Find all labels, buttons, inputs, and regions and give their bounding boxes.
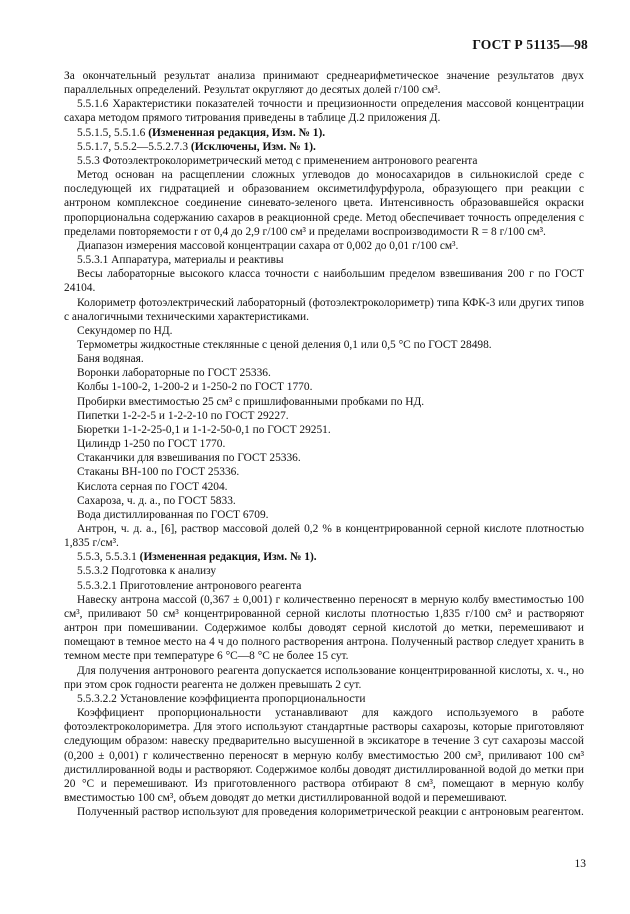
paragraph: За окончательный результат анализа принимают среднеарифметическое значение результатов двух параллельных определений. Результат округляют до десятых долей г/100 см³.: [64, 70, 584, 97]
document-body: [64, 69, 584, 819]
list-item: Колориметр фотоэлектрический лабораторный (фотоэлектроколориметр) типа КФК-3 или других типов с аналогичными техническими характеристиками.: [64, 296, 584, 323]
paragraph: Коэффициент пропорциональности устанавливают для каждого используемого в работе фотоэлектроколориметра. Для этого используют стандартные растворы сахарозы, которые приготовляют следующим образом: навеску предварительно высушенной в эксикаторе в течение 3 сут сахарозы массой (0,200 ± 0,001) г количественно переносят в мерную колбу вместимостью 200 см³, приливают 100 см³ дистиллированной воды и растворяют. Содержимое колбы доводят дистиллированной водой до метки при 20 °С и перемешивают. Из приготовленного раствора отбирают 8 см³, помещают в мерную колбу вместимостью 100 см³, объем доводят до метки дистиллированной водой и перемешивают.: [64, 707, 584, 804]
list-item: Термометры жидкостные стеклянные с ценой деления 0,1 или 0,5 °С по ГОСТ 28498.: [77, 338, 492, 351]
page-number: 13: [574, 858, 586, 870]
section-heading: 5.5.3.2.1 Приготовление антронового реагента: [77, 579, 302, 592]
section-heading: 5.5.3 Фотоэлектроколориметрический метод с применением антронового реагента: [77, 154, 478, 167]
list-item: Пробирки вместимостью 25 см³ с пришлифованными пробками по НД.: [77, 395, 425, 408]
section-heading: 5.5.3.1 Аппаратура, материалы и реактивы: [77, 254, 284, 267]
paragraph: Диапазон измерения массовой концентрации сахара от 0,002 до 0,01 г/100 см³.: [77, 239, 459, 252]
list-item: Секундомер по НД.: [77, 324, 173, 337]
list-item: Бюретки 1-1-2-25-0,1 и 1-1-2-50-0,1 по ГОСТ 29251.: [77, 423, 331, 436]
paragraph: Метод основан на расщеплении сложных углеводов до моносахаридов в сильнокислой среде с последующей их гидратацией и образованием оксиметилфурфурола, образующего при реакции с антроном комплексное соединение синевато-зеленого цвета. Интенсивность образовавшейся окраски пропорциональна содержанию сахаров в реакционной среде. Метод обеспечивает точность определения с пределами повторяемости r от 0,4 до 2,9 г/100 см³ и пределами воспроизводимости R = 8 г/100 см³.: [64, 169, 584, 238]
section-heading: 5.5.3.2 Подготовка к анализу: [77, 565, 217, 578]
paragraph: 5.5.1.6 Характеристики показателей точности и прецизионности определения массовой концентрации сахара методом прямого титрования приведены в таблице Д.2 приложения Д.: [64, 98, 584, 125]
paragraph: Навеску антрона массой (0,367 ± 0,001) г количественно переносят в мерную колбу вместимостью 100 см³, приливают 50 см³ концентрированной серной кислоты плотностью 1,835 г/100 см³ и растворяют антрон при помешивании. Содержимое колбы доводят серной кислотой до метки, перемешивают и помещают в темное место на 4 ч до полного растворения антрона. Полученный раствор следует хранить в темном месте при температуре 6 °С—8 °С не более 15 сут.: [64, 593, 584, 663]
list-item: Воронки лабораторные по ГОСТ 25336.: [77, 367, 271, 380]
paragraph: Для получения антронового реагента допускается использование концентрированной кислоты, х. ч., но при этом срок годности реагента не должен превышать 2 сут.: [64, 664, 584, 691]
list-item: Антрон, ч. д. а., [6], раствор массовой долей 0,2 % в концентрированной серной кислоте плотностью 1,835 г/см³.: [64, 523, 584, 550]
paragraph: Полученный раствор используют для проведения колориметрической реакции с антроновым реагентом.: [77, 806, 584, 819]
list-item: Стаканчики для взвешивания по ГОСТ 25336.: [77, 452, 301, 465]
list-item: Весы лабораторные высокого класса точности с наибольшим пределом взвешивания 200 г по ГОСТ 24104.: [64, 268, 584, 295]
list-item: Вода дистиллированная по ГОСТ 6709.: [77, 508, 269, 521]
document-header: ГОСТ Р 51135—98: [472, 37, 588, 52]
list-item: Стаканы ВН-100 по ГОСТ 25336.: [77, 466, 240, 479]
list-item: Сахароза, ч. д. а., по ГОСТ 5833.: [77, 494, 236, 507]
paragraph: 5.5.1.7, 5.5.2—5.5.2.7.3 (Исключены, Изм. № 1).: [77, 140, 316, 153]
list-item: Колбы 1-100-2, 1-200-2 и 1-250-2 по ГОСТ 1770.: [77, 381, 313, 394]
list-item: Баня водяная.: [77, 353, 144, 366]
list-item: Цилиндр 1-250 по ГОСТ 1770.: [77, 438, 226, 451]
list-item: Кислота серная по ГОСТ 4204.: [77, 480, 228, 493]
list-item: Пипетки 1-2-2-5 и 1-2-2-10 по ГОСТ 29227.: [77, 409, 289, 422]
section-heading: 5.5.3.2.2 Установление коэффициента пропорциональности: [77, 692, 366, 705]
paragraph: 5.5.3, 5.5.3.1 (Измененная редакция, Изм. № 1).: [77, 551, 317, 564]
paragraph: 5.5.1.5, 5.5.1.6 (Измененная редакция, Изм. № 1).: [77, 126, 326, 139]
